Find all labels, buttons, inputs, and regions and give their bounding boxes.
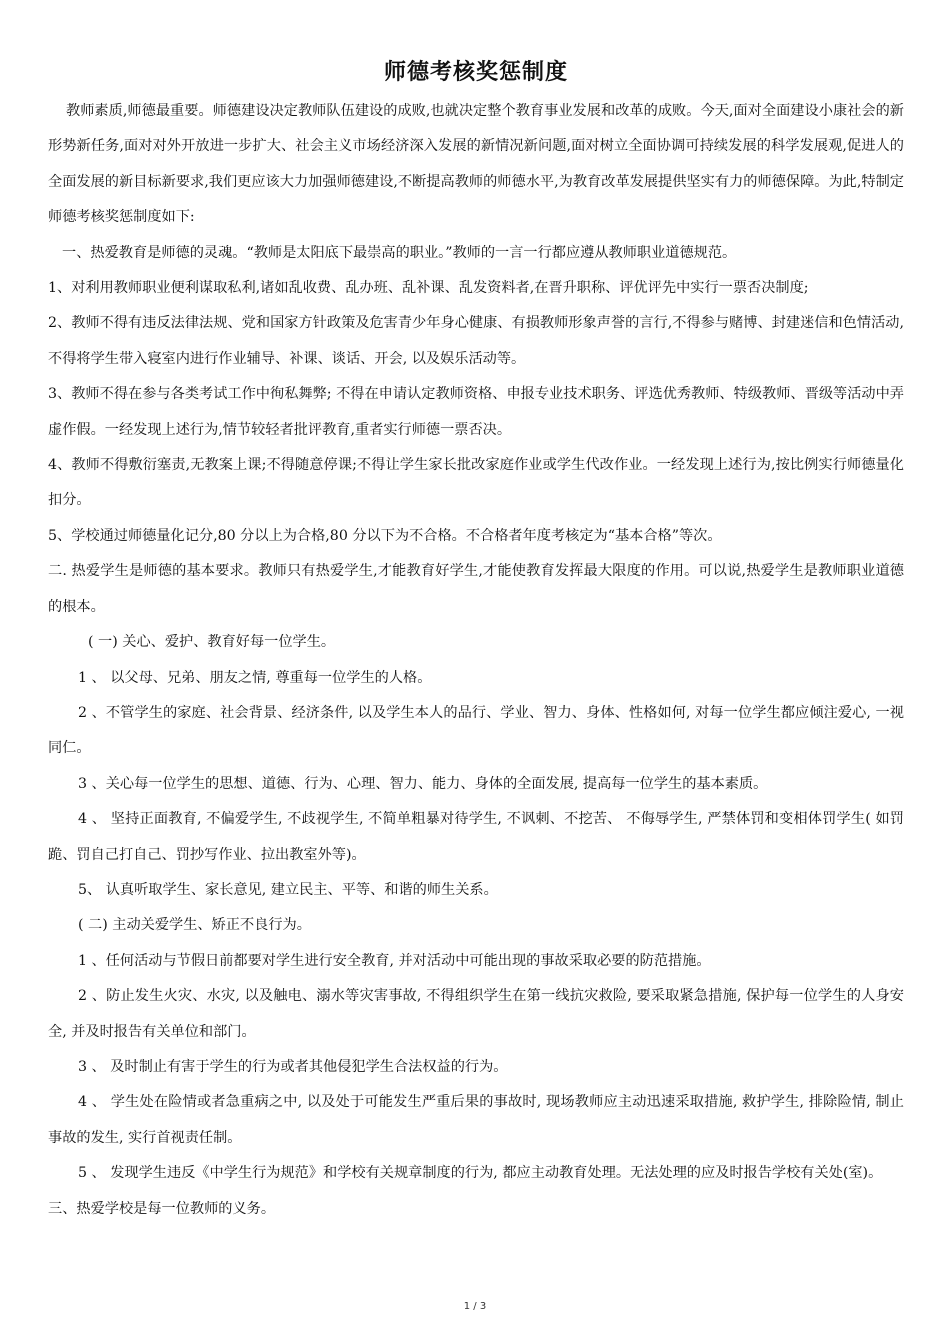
paragraph-section-2-heading: 二. 热爱学生是师德的基本要求。教师只有热爱学生,才能教育好学生,才能使教育发挥最大限度的作用。可以说,热爱学生是教师职业道德的根本。 bbox=[48, 563, 904, 615]
paragraph-section-3-heading: 三、热爱学校是每一位教师的义务。 bbox=[48, 1200, 276, 1217]
paragraph-1-4: 4、教师不得敷衍塞责,无教案上课;不得随意停课;不得让学生家长批改家庭作业或学生代改作业。一经发现上述行为,按比例实行师德量化扣分。 bbox=[48, 457, 904, 509]
paragraph-subsection-2-1: ( 一) 关心、爱护、教育好每一位学生。 bbox=[88, 634, 336, 651]
paragraph-2-2-1: 1 、任何活动与节假日前都要对学生进行安全教育, 并对活动中可能出现的事故采取必要的防范措施。 bbox=[78, 952, 711, 969]
paragraph-2-1-2: 2 、不管学生的家庭、社会背景、经济条件, 以及学生本人的品行、学业、智力、身体、性格如何, 对每一位学生都应倾注爱心, 一视同仁。 bbox=[48, 704, 904, 757]
paragraph-1-5: 5、学校通过师德量化记分,80 分以上为合格,80 分以下为不合格。不合格者年度考核定为“基本合格”等次。 bbox=[48, 527, 722, 544]
paragraph-1-2: 2、教师不得有违反法律法规、党和国家方针政策及危害青少年身心健康、有损教师形象声誉的言行,不得参与赌博、封建迷信和色情活动,不得将学生带入寝室内进行作业辅导、补课、谈话、开会, 以及娱乐活动等。 bbox=[48, 315, 904, 367]
paragraph-2-2-4: 4 、 学生处在险情或者急重病之中, 以及处于可能发生严重后果的事故时, 现场教师应主动迅速采取措施, 救护学生, 排除险情, 制止事故的发生, 实行首视责任制。 bbox=[48, 1094, 904, 1146]
paragraph-2-1-3: 3 、关心每一位学生的思想、道德、行为、心理、智力、能力、身体的全面发展, 提高每一位学生的基本素质。 bbox=[78, 775, 768, 792]
paragraph-2-2-5: 5 、 发现学生违反《中学生行为规范》和学校有关规章制度的行为, 都应主动教育处理。无法处理的应及时报告学校有关处(室)。 bbox=[78, 1165, 883, 1182]
paragraph-subsection-2-2: ( 二) 主动关爱学生、矫正不良行为。 bbox=[78, 917, 311, 934]
paragraph-2-2-2: 2 、防止发生火灾、水灾, 以及触电、溺水等灾害事故, 不得组织学生在第一线抗灾救险, 要采取紧急措施, 保护每一位学生的人身安全, 并及时报告有关单位和部门。 bbox=[48, 988, 904, 1040]
paragraph-section-1-heading: 一、热爱教育是师德的灵魂。“教师是太阳底下最崇高的职业。”教师的一言一行都应遵从教师职业道德规范。 bbox=[62, 244, 737, 261]
document-title: 师德考核奖惩制度 bbox=[383, 60, 568, 85]
document-page bbox=[48, 56, 904, 1227]
paragraph-1-1: 1、对利用教师职业便利谋取私利,诸如乱收费、乱办班、乱补课、乱发资料者,在晋升职称、评优评先中实行一票否决制度; bbox=[48, 280, 809, 297]
page-number: 1 / 3 bbox=[463, 1301, 487, 1312]
paragraph-1-3: 3、教师不得在参与各类考试工作中徇私舞弊; 不得在申请认定教师资格、申报专业技术职务、评选优秀教师、特级教师、晋级等活动中弄虚作假。一经发现上述行为,情节较轻者批评教育,重者实行师德一票否决。 bbox=[48, 386, 904, 438]
paragraph-2-1-5: 5、 认真听取学生、家长意见, 建立民主、平等、和谐的师生关系。 bbox=[78, 881, 498, 898]
paragraph-2-1-4: 4 、 坚持正面教育, 不偏爱学生, 不歧视学生, 不简单粗暴对待学生, 不讽刺、不挖苦、 不侮辱学生, 严禁体罚和变相体罚学生( 如罚跪、罚自己打自己、罚抄写作业、拉出教室外等)。 bbox=[48, 811, 904, 863]
paragraph-intro: 教师素质,师德最重要。师德建设决定教师队伍建设的成败,也就决定整个教育事业发展和改革的成败。今天,面对全面建设小康社会的新形势新任务,面对对外开放进一步扩大、社会主义市场经济深入发展的新情况新问题,面对树立全面协调可持续发展的科学发展观,促进人的全面发展的新目标新要求,我们更应该大力加强师德建设,不断提高教师的师德水平,为教育改革发展提供坚实有力的师德保障。为此,特制定师德考核奖惩制度如下: bbox=[48, 103, 904, 226]
paragraph-2-2-3: 3 、 及时制止有害于学生的行为或者其他侵犯学生合法权益的行为。 bbox=[78, 1058, 508, 1075]
paragraph-2-1-1: 1 、 以父母、兄弟、朋友之情, 尊重每一位学生的人格。 bbox=[78, 669, 432, 686]
